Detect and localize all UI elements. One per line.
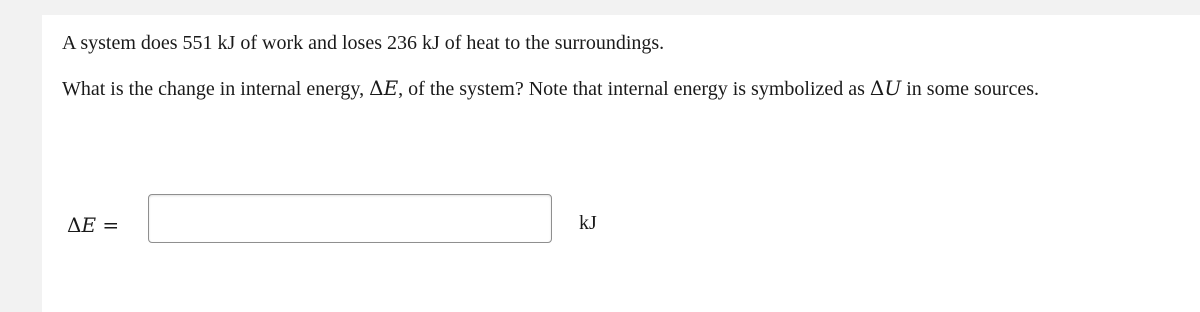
prompt-text-middle: , of the system? Note that internal energy is symbolized as [398, 78, 870, 100]
answer-input[interactable] [148, 194, 552, 243]
problem-statement: A system does 551 kJ of work and loses 236 kJ of heat to the surroundings. [62, 32, 665, 54]
question-card [42, 15, 1200, 312]
delta-u-symbol [870, 76, 901, 100]
delta-e-symbol [369, 76, 398, 100]
unit-label: kJ [579, 212, 597, 234]
answer-label: ΔE = [67, 213, 120, 237]
delta-e-text: ΔE [369, 76, 399, 100]
delta-u-text: ΔU [869, 76, 902, 100]
prompt-text-before: What is the change in internal energy, [62, 78, 370, 100]
prompt-text-after: in some sources. [901, 78, 1039, 100]
question-prompt [62, 76, 1039, 101]
